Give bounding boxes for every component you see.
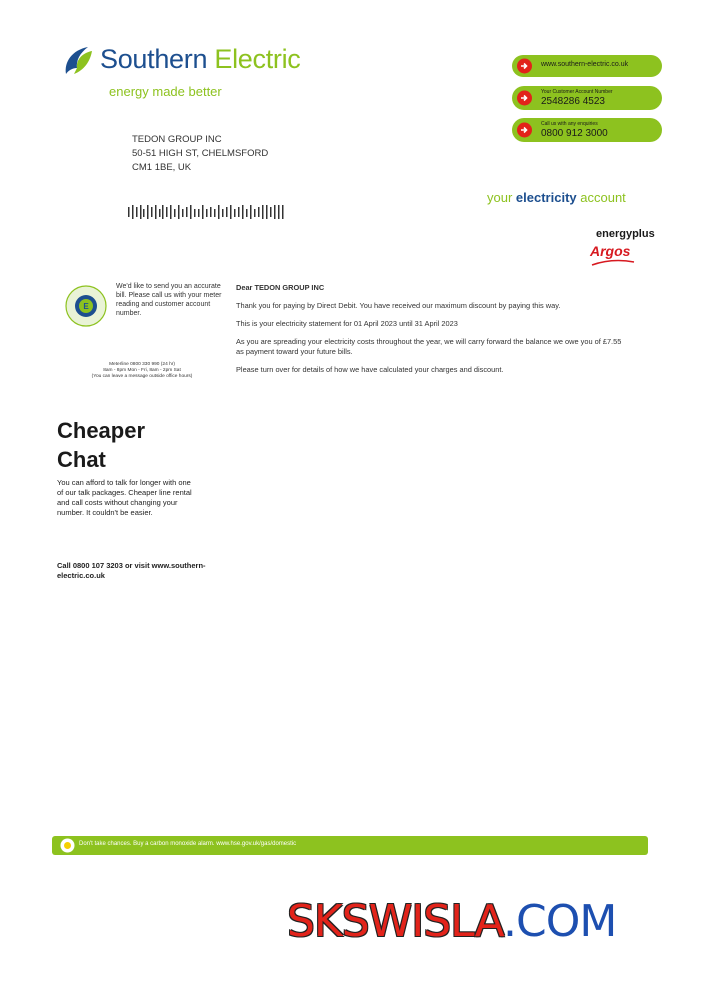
website-link[interactable]: www.southern-electric.co.uk xyxy=(541,61,629,68)
promo-call-to-action[interactable]: Call 0800 107 3203 or visit www.southern-electric.co.uk xyxy=(57,561,206,580)
brand-accent: Electric xyxy=(214,44,301,74)
brand-name xyxy=(100,44,301,75)
estimated-reading-badge-icon xyxy=(64,284,108,328)
letter-paragraph-4: Please turn over for details of how we have calculated your charges and discount. xyxy=(236,365,504,374)
footer-text[interactable]: Don't take chances. Buy a carbon monoxide alarm. www.hse.gov.uk/gas/domestic xyxy=(79,841,297,847)
watermark-dot: . xyxy=(502,896,516,947)
address-line2: 50-51 HIGH ST, CHELMSFORD xyxy=(132,148,269,159)
phone-number[interactable]: 0800 912 3000 xyxy=(541,128,608,139)
brand-main: Southern xyxy=(100,44,208,74)
sun-icon xyxy=(60,838,75,853)
watermark xyxy=(287,896,616,947)
phone-pill[interactable] xyxy=(512,118,662,142)
promo-title-line2: Chat xyxy=(57,447,106,472)
argos-logo: Argos xyxy=(590,243,631,259)
letter-greeting: Dear TEDON GROUP INC xyxy=(236,283,325,292)
red-arrow-icon xyxy=(517,59,532,74)
safety-footer-bar xyxy=(52,836,648,855)
account-number: 2548286 4523 xyxy=(541,96,605,107)
swoosh-logo-icon xyxy=(62,44,98,80)
svg-text:E: E xyxy=(83,302,89,311)
account-number-label: Your Customer Account Number xyxy=(541,89,613,95)
hotline-line2: 8am - 8pm Mon - Fri, 8am - 2pm Sat xyxy=(103,368,181,373)
address-line3: CM1 1BE, UK xyxy=(132,162,192,173)
account-word: account xyxy=(580,190,626,205)
barcode xyxy=(128,205,288,219)
meter-reading-request: We'd like to send you an accurate bill. Please call us with your meter reading and customer account number. xyxy=(116,283,222,317)
your-electricity-account-heading xyxy=(487,190,626,205)
recipient-address xyxy=(132,133,268,175)
watermark-part1: SKSWISLA xyxy=(287,896,503,947)
account-number-pill xyxy=(512,86,662,110)
argos-swoosh-icon xyxy=(590,259,636,267)
promo-title-line1: Cheaper xyxy=(57,418,146,443)
letter-paragraph-1: Thank you for paying by Direct Debit. You have received our maximum discount by paying this way. xyxy=(236,301,561,310)
red-arrow-icon xyxy=(517,123,532,138)
watermark-part2: COM xyxy=(515,896,617,947)
electricity-word: electricity xyxy=(515,190,577,205)
hotline-line3: (You can leave a message outside office hours) xyxy=(91,374,193,379)
letter-paragraph-3: As you are spreading your electricity costs throughout the year, we will carry forward the balance we owe you of £7.55 as payment toward your future bills. xyxy=(236,337,622,356)
your-word: your xyxy=(487,190,513,205)
tagline: energy made better xyxy=(109,84,222,99)
meterline-info xyxy=(56,362,228,380)
promo-body: You can afford to talk for longer with one of our talk packages. Cheaper line rental and call costs without changing your number. It couldn't be easier. xyxy=(57,478,192,517)
address-line1: TEDON GROUP INC xyxy=(132,134,222,145)
energyplus-logo: energyplus xyxy=(596,228,655,240)
red-arrow-icon xyxy=(517,91,532,106)
phone-label: Call us with any enquiries xyxy=(541,121,598,127)
website-pill[interactable] xyxy=(512,55,662,77)
hotline-line1: Meterline 0800 330 990 (24 hr) xyxy=(109,362,175,367)
letter-body xyxy=(236,283,626,383)
promo-title xyxy=(57,416,145,474)
letter-paragraph-2: This is your electricity statement for 01 April 2023 until 31 April 2023 xyxy=(236,319,458,328)
southern-electric-logo xyxy=(62,44,322,104)
